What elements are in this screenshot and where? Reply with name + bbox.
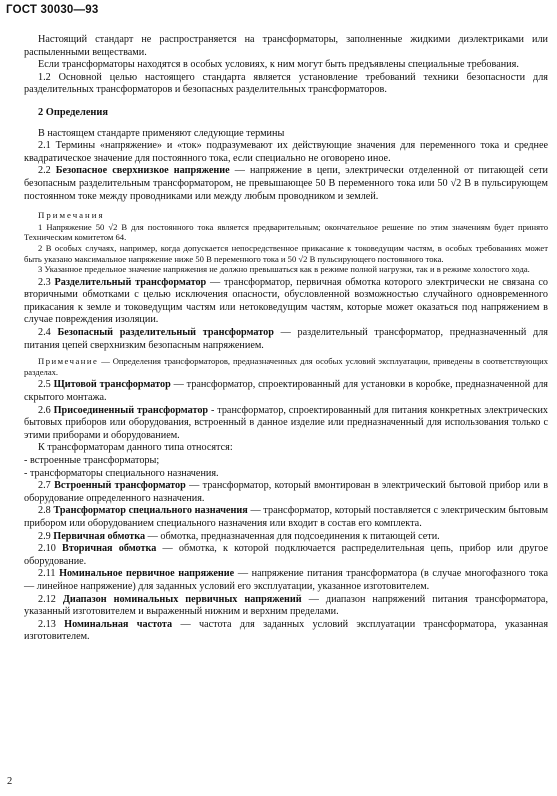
section-title: 2 Определения xyxy=(38,106,109,118)
definition-term: Вторичная обмотка xyxy=(62,543,157,555)
definition-2-11 xyxy=(24,568,548,593)
definition-term: Безопасный разделительный трансформатор xyxy=(57,327,274,339)
definition-number: 2.3 xyxy=(38,276,51,288)
paragraph: Настоящий стандарт не распространяется на трансформаторы, заполненные жидкими диэлектриками или распыленными веществами. xyxy=(24,34,548,58)
definition-text: — разделительный трансформатор, предназначенный для питания цепей сверхнизким безопасным напряжением. xyxy=(24,327,548,351)
definition-number: 2.11 xyxy=(38,568,56,580)
paragraph: В настоящем стандарте применяют следующие термины xyxy=(38,127,285,139)
definition-number: 2.6 xyxy=(38,404,51,416)
definition-number: 2.8 xyxy=(38,505,51,517)
note-3: 3 Указанное предельное значение напряжения не должно превышаться как в режиме полной нагрузки, так и в режиме холостого хода. xyxy=(38,264,530,275)
notes-title: Примечания xyxy=(38,210,105,221)
definition-text: — диапазон напряжений питания трансформатора, указанный изготовителем и выраженный нижним и верхним пределами. xyxy=(24,593,548,618)
definition-text: — трансформатор, первичная обмотка которого электрически не связана со вторичными обмотками с целью исключения опасности, обусловленной возможностью случайного одновременного прикасания к земле и токоведущим частям или нетоковедущим частям, которые может оказаться под напряжением в случае повреждения изоляции. xyxy=(24,276,549,326)
definition-text: - трансформатор, спроектированный для питания конкретных электрических бытовых приборов или оборудования, встроенный в данное изделие или предназначенный для использования только с этими приборами и оборудованием. xyxy=(24,404,548,441)
definition-2-1: 2.1 Термины «напряжение» и «ток» подразумевают их действующие значения для переменного тока и среднее квадратическое значение для постоянного тока, если специально не оговорено иное. xyxy=(24,140,548,164)
list-item: - трансформаторы специального назначения. xyxy=(24,467,219,479)
definition-2-5 xyxy=(24,379,548,404)
definition-term: Трансформатор специального назначения xyxy=(53,505,248,517)
note-single xyxy=(24,356,548,377)
note-1: 1 Напряжение 50 √2 В для постоянного тока является предварительным; окончательное решение по этим значениям будет принято Техническим комитетом 64. xyxy=(24,221,548,243)
paragraph: К трансформаторам данного типа относятся: xyxy=(38,442,233,454)
definition-2-2 xyxy=(24,165,548,203)
note-2: 2 В особых случаях, например, когда допускается непосредственное прикасание к токоведущим частям, в особых требованиях может быть указано максимальное напряжение ниже 50 В переменного тока и 50 √2 В пульсирующего постоянного тока. xyxy=(24,242,548,264)
definition-2-13 xyxy=(24,619,548,644)
definition-term: Первичная обмотка xyxy=(53,530,146,542)
definition-text: — частота для заданных условий эксплуатации трансформатора, указанная изготовителем. xyxy=(24,618,549,643)
definition-term: Номинальная частота xyxy=(64,618,173,630)
definition-number: 2.12 xyxy=(38,593,56,605)
definition-number: 2.9 xyxy=(38,530,51,542)
note-label: Примечание xyxy=(38,356,99,367)
definition-number: 2.13 xyxy=(38,618,56,630)
paragraph: 1.2 Основной целью настоящего стандарта является установление требований техники безопасности для разделительных трансформаторов и безопасных разделительных трансформаторов. xyxy=(24,71,548,96)
definition-2-10 xyxy=(24,543,548,568)
definition-text: — обмотка, предназначенная для подсоединения к питающей сети. xyxy=(147,530,440,542)
document-header: ГОСТ 30030—93 xyxy=(6,4,99,16)
definition-text: — обмотка, к которой подключается распределительная цепь, прибор или другое оборудование. xyxy=(24,543,549,567)
paragraph: Если трансформаторы находятся в особых условиях, к ним могут быть предъявлены специальные требования. xyxy=(38,59,519,71)
document-body xyxy=(24,34,548,644)
definition-2-4 xyxy=(24,327,548,352)
definition-number: 2.4 xyxy=(38,327,51,339)
definition-2-12 xyxy=(24,594,548,619)
definition-number: 2.7 xyxy=(38,480,51,492)
definition-2-8 xyxy=(24,505,548,530)
definition-term: Номинальное первичное напряжение xyxy=(59,568,235,580)
definition-term: Присоединенный трансформатор xyxy=(53,404,209,416)
definition-2-7 xyxy=(24,480,548,505)
page-number: 2 xyxy=(7,776,13,787)
definition-2-3 xyxy=(24,277,548,327)
definition-term: Диапазон номинальных первичных напряжений xyxy=(62,593,302,605)
definition-text: — напряжение питания трансформатора (в случае многофазного тока — линейное напряжение) для заданных условий его эксплуатации, указанное изготовителем. xyxy=(24,568,548,592)
definition-text: — трансформатор, спроектированный для установки в коробке, предназначенной для скрытого монтажа. xyxy=(24,379,548,404)
list-item: - встроенные трансформаторы; xyxy=(24,455,160,466)
definition-text: — трансформатор, который вмонтирован в электрический бытовой прибор или в оборудование определенного назначения. xyxy=(24,480,549,504)
definition-term: Разделительный трансформатор xyxy=(54,276,207,288)
note-text: — Определения трансформаторов, предназначенных для особых условий эксплуатации, приведены в соответствующих разделах. xyxy=(24,356,548,377)
definition-number: 2.5 xyxy=(38,379,51,391)
definition-text: — напряжение в цепи, электрически отделенной от питающей сети безопасным разделительным трансформатором, не превышающее 50 В переменного тока или 50 √2 В в пульсирующем постоянном токе между проводниками или между любым проводником и землей. xyxy=(24,165,549,202)
definition-term: Щитовой трансформатор xyxy=(53,379,171,391)
definition-text: — трансформатор, который поставляется с электрическим бытовым прибором или оборудованием специального назначения или входит в состав его комплекта. xyxy=(24,505,549,529)
definition-number: 2.2 xyxy=(38,165,51,177)
definition-term: Безопасное сверхнизкое напряжение xyxy=(55,165,230,177)
definition-2-9 xyxy=(24,531,548,544)
definition-number: 2.10 xyxy=(38,543,56,555)
definition-term: Встроенный трансформатор xyxy=(54,480,186,492)
definition-2-6 xyxy=(24,405,548,443)
